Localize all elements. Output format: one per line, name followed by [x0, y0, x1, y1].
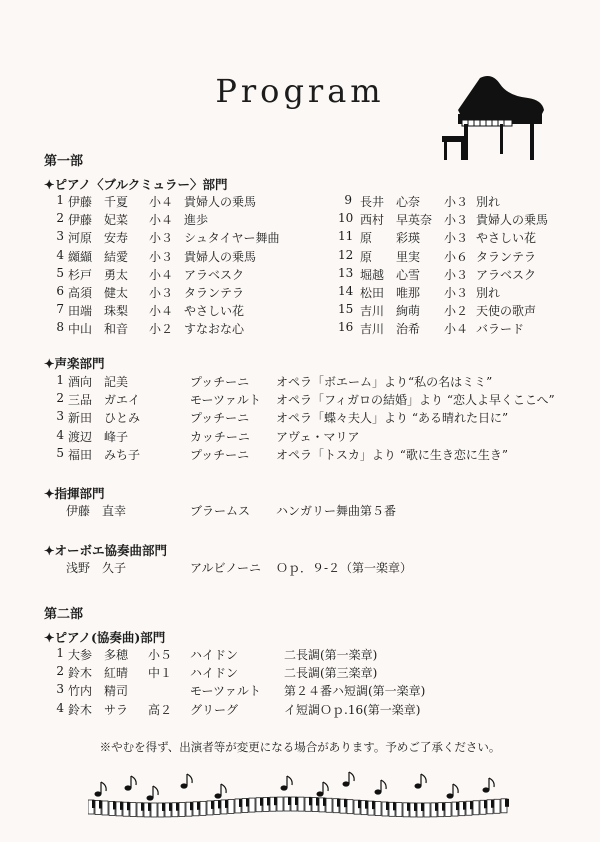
performer-name: 新田 ひとみ	[68, 411, 141, 426]
composer: ハイドン	[190, 648, 239, 662]
piece: 二長調(第三楽章)	[284, 666, 378, 681]
composer: アルビノーニ	[190, 561, 262, 575]
performer-name: 伊藤 千夏	[68, 195, 129, 209]
item-number: 5	[56, 265, 64, 280]
piece: 天使の歌声	[476, 304, 537, 319]
piece: 貴婦人の乗馬	[184, 249, 257, 264]
performer-name: 渡辺 峰子	[68, 429, 129, 444]
item-number: 3	[56, 409, 64, 424]
composer: モーツァルト	[190, 684, 261, 699]
item-number: 3	[56, 229, 64, 244]
section-heading: ✦ピアノ(協奏曲)部門	[44, 630, 166, 645]
list-item	[44, 701, 584, 719]
grade: 小２	[444, 304, 469, 319]
performer-name: 纐纈 結愛	[68, 249, 129, 264]
piece: アヴェ・マリア	[276, 429, 360, 444]
performer-name: 浅野 久子	[66, 561, 127, 575]
item-number: 2	[56, 391, 64, 406]
piece: 貴婦人の乗馬	[184, 195, 257, 209]
grade: 小３	[444, 286, 469, 300]
piece: ハンガリー舞曲第５番	[276, 504, 397, 518]
performer-name: 福田 みち子	[68, 447, 141, 462]
item-number: 12	[338, 247, 354, 262]
piece: オペラ「ボエーム」より“私の名はミミ”	[276, 375, 493, 389]
composer: モーツァルト	[190, 393, 261, 408]
list-item	[44, 391, 584, 409]
list-item	[44, 559, 564, 577]
piece: オペラ「蝶々夫人」より “ある晴れた日に”	[276, 411, 509, 426]
performer-name: 西村 早英奈	[360, 213, 433, 228]
list-item	[44, 664, 584, 682]
piece: イ短調Ｏｐ.16(第一楽章)	[284, 702, 421, 717]
keyboard-with-notes-icon	[88, 770, 518, 820]
performer-name: 伊藤 直幸	[66, 504, 127, 518]
list-item	[338, 229, 600, 247]
grade: 小５	[148, 648, 173, 662]
performer-name: 長井 心奈	[360, 195, 421, 209]
item-number: 15	[338, 302, 354, 317]
list-item	[338, 302, 600, 320]
performer-name: 三品 ガエイ	[68, 393, 141, 408]
grade: 小３	[149, 231, 174, 246]
performer-name: 原 彩瑛	[360, 231, 421, 246]
performer-name: 吉川 治希	[360, 322, 421, 337]
performer-name: 松田 唯那	[360, 286, 421, 300]
list-item	[338, 193, 600, 211]
performer-name: 原 里実	[360, 249, 421, 264]
performer-name: 酒向 記美	[68, 375, 129, 389]
item-number: 1	[56, 193, 64, 207]
page-title: Program	[215, 72, 385, 110]
item-number: 14	[338, 284, 354, 298]
list-item	[44, 373, 584, 391]
list-item	[44, 502, 564, 520]
item-number: 5	[56, 445, 64, 460]
item-number: 10	[338, 211, 354, 226]
grade: 小４	[149, 304, 174, 319]
grade: 小２	[149, 322, 174, 337]
item-number: 2	[56, 211, 64, 226]
grade: 小３	[444, 231, 469, 246]
list-item	[44, 229, 324, 247]
item-number: 1	[56, 646, 64, 660]
grade: 小３	[149, 286, 174, 300]
item-number: 9	[344, 193, 352, 207]
list-item	[44, 646, 584, 664]
list-item	[44, 248, 324, 266]
composer: グリーグ	[190, 702, 239, 717]
list-item	[338, 248, 600, 266]
grade: 小４	[149, 267, 174, 282]
grade: 中１	[148, 666, 173, 681]
list-item	[338, 266, 600, 284]
piece: タランテラ	[184, 286, 245, 300]
piece: Ｏｐ．９-２（第一楽章）	[276, 561, 413, 575]
item-number: 8	[56, 320, 64, 335]
section-heading: ✦ピアノ〈ブルクミュラー〉部門	[44, 177, 228, 192]
piece: 進歩	[184, 213, 209, 228]
grade: 小４	[149, 213, 174, 228]
composer: ハイドン	[190, 666, 239, 681]
grade: 小４	[444, 322, 469, 337]
piece: 別れ	[476, 195, 501, 209]
section-heading: ✦指揮部門	[44, 486, 105, 501]
piece: すなおな心	[184, 322, 245, 337]
performer-name: 伊藤 妃菜	[68, 213, 129, 228]
part-heading: 第二部	[44, 607, 84, 622]
piece: 貴婦人の乗馬	[476, 213, 549, 228]
item-number: 1	[56, 373, 64, 387]
performer-name: 鈴木 サラ	[68, 702, 129, 717]
piece: シュタイヤー舞曲	[184, 231, 280, 246]
item-number: 7	[56, 302, 64, 317]
piece: やさしい花	[476, 231, 537, 246]
list-item	[338, 320, 600, 338]
piece: やさしい花	[184, 304, 245, 319]
piece: 第２４番ハ短調(第一楽章)	[284, 684, 426, 699]
item-number: 6	[56, 284, 64, 298]
performer-name: 河原 安寿	[68, 231, 129, 246]
list-item	[338, 211, 600, 229]
section-heading: ✦声楽部門	[44, 356, 105, 371]
composer: プッチーニ	[190, 375, 250, 389]
performer-name: 高須 健太	[68, 286, 129, 300]
piece: アラベスク	[476, 267, 537, 282]
grade: 小３	[444, 267, 469, 282]
list-item	[44, 284, 324, 302]
section-heading: ✦オーボエ協奏曲部門	[44, 543, 167, 558]
piece: 別れ	[476, 286, 501, 300]
grade: 小３	[149, 249, 174, 264]
grade: 小３	[444, 213, 469, 228]
piece: オペラ「フィガロの結婚」より “恋人よ早くここへ”	[276, 393, 555, 408]
list-item	[44, 320, 324, 338]
item-number: 16	[338, 320, 354, 335]
composer: プッチーニ	[190, 447, 250, 462]
item-number: 11	[338, 229, 354, 244]
part-heading: 第一部	[44, 154, 84, 169]
grade: 高２	[148, 702, 173, 717]
list-item	[44, 302, 324, 320]
item-number: 13	[338, 265, 354, 280]
performer-name: 杉戸 勇太	[68, 267, 129, 282]
grand-piano-icon	[440, 70, 560, 165]
item-number: 2	[56, 664, 64, 679]
grade: 小４	[149, 195, 174, 209]
performer-name: 堀越 心雪	[360, 267, 421, 282]
piece: オペラ「トスカ」より “歌に生き恋に生き”	[276, 447, 508, 462]
grade: 小６	[444, 249, 469, 264]
composer: プッチーニ	[190, 411, 250, 426]
piece: アラベスク	[184, 267, 245, 282]
list-item	[44, 193, 324, 211]
notice-text: ※やむを得ず、出演者等が変更になる場合があります。予めご了承ください。	[99, 740, 501, 754]
composer: カッチーニ	[190, 429, 250, 444]
performer-name: 大参 多穂	[68, 648, 129, 662]
composer: ブラームス	[190, 504, 251, 518]
list-item	[44, 409, 584, 427]
item-number: 4	[56, 427, 64, 442]
list-item	[44, 211, 324, 229]
list-item	[44, 266, 324, 284]
item-number: 4	[56, 700, 64, 715]
piece: 二長調(第一楽章)	[284, 648, 378, 662]
item-number: 3	[56, 682, 64, 697]
performer-name: 中山 和音	[68, 322, 129, 337]
performer-name: 田端 珠梨	[68, 304, 129, 319]
list-item	[44, 446, 584, 464]
item-number: 4	[56, 247, 64, 262]
piece: バラード	[476, 322, 525, 337]
performer-name: 鈴木 紅晴	[68, 666, 129, 681]
list-item	[338, 284, 600, 302]
list-item	[44, 682, 584, 700]
performer-name: 吉川 絢萌	[360, 304, 421, 319]
list-item	[44, 428, 584, 446]
performer-name: 竹内 精司	[68, 684, 129, 699]
piece: タランテラ	[476, 249, 537, 264]
grade: 小３	[444, 195, 469, 209]
